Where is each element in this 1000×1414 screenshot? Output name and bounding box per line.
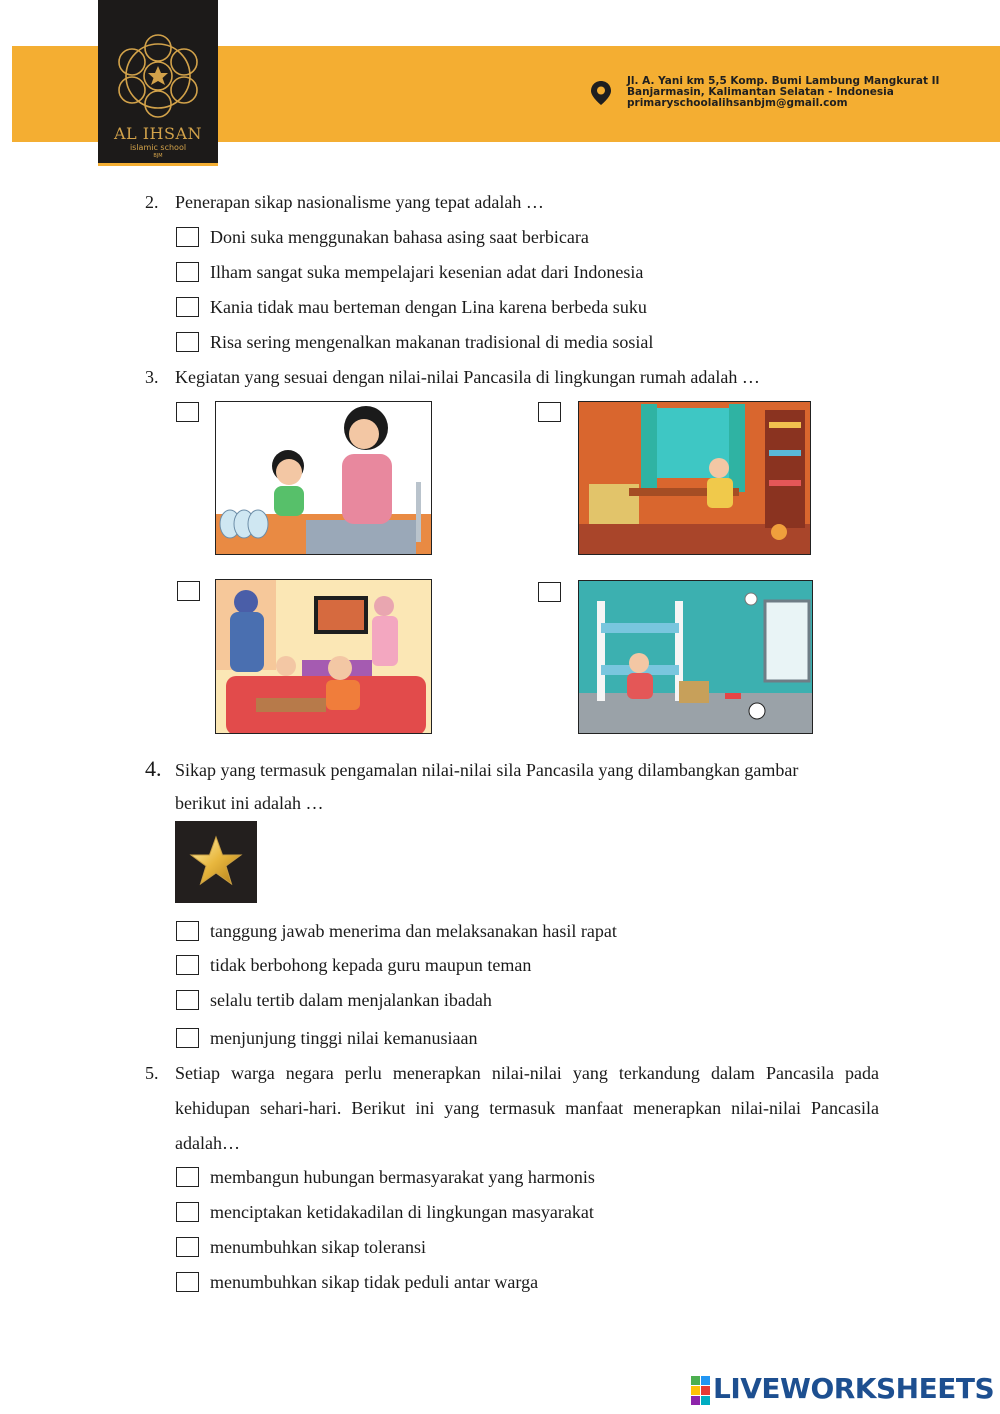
option-label: Doni suka menggunakan bahasa asing saat berbicara: [210, 227, 589, 247]
question-text: Penerapan sikap nasionalisme yang tepat adalah …: [175, 192, 544, 212]
question-number: 2.: [145, 192, 159, 212]
q3-checkbox-d[interactable]: [538, 582, 561, 602]
checkbox[interactable]: [176, 955, 199, 975]
option-label: tanggung jawab menerima dan melaksanakan hasil rapat: [210, 921, 617, 941]
checkbox[interactable]: [176, 297, 199, 317]
question-number: 3.: [145, 367, 159, 387]
question-4: [145, 752, 885, 787]
q4-option-c[interactable]: [176, 987, 492, 1013]
option-label: menumbuhkan sikap tidak peduli antar warga: [210, 1272, 539, 1292]
question-2: [145, 185, 544, 219]
q2-option-c[interactable]: [176, 294, 647, 320]
q3-checkbox-a[interactable]: [176, 402, 199, 422]
option-label: menciptakan ketidakadilan di lingkungan masyarakat: [210, 1202, 594, 1222]
q2-option-d[interactable]: [176, 329, 653, 355]
gold-star-icon: [175, 821, 257, 903]
address-line-1: Jl. A. Yani km 5,5 Komp. Bumi Lambung Mangkurat II: [627, 75, 940, 87]
q5-option-c[interactable]: [176, 1234, 426, 1260]
q4-option-a[interactable]: [176, 918, 617, 944]
q3-checkbox-c[interactable]: [177, 581, 200, 601]
option-label: selalu tertib dalam menjalankan ibadah: [210, 990, 492, 1010]
kitchen-dishwashing-image: [215, 401, 432, 555]
q3-checkbox-b[interactable]: [538, 402, 561, 422]
pancasila-symbol: [175, 821, 257, 903]
q5-option-a[interactable]: [176, 1164, 595, 1190]
school-logo: [98, 0, 218, 166]
checkbox[interactable]: [176, 1167, 199, 1187]
question-text: Kegiatan yang sesuai dengan nilai-nilai Pancasila di lingkungan rumah adalah …: [175, 367, 760, 387]
question-text-line-1: Sikap yang termasuk pengamalan nilai-nilai sila Pancasila yang dilambangkan gambar: [175, 760, 799, 780]
q5-option-b[interactable]: [176, 1199, 594, 1225]
option-label: menumbuhkan sikap toleransi: [210, 1237, 426, 1257]
question-5-number: [145, 1056, 175, 1091]
checkbox[interactable]: [176, 1237, 199, 1257]
checkbox[interactable]: [176, 990, 199, 1010]
option-label: membangun hubungan bermasyarakat yang harmonis: [210, 1167, 595, 1187]
location-pin-icon: [590, 80, 612, 106]
checkbox[interactable]: [176, 227, 199, 247]
checkbox[interactable]: [176, 1028, 199, 1048]
question-3: [145, 360, 760, 394]
logo-ornament-icon: [106, 30, 210, 122]
checkbox[interactable]: [176, 1272, 199, 1292]
school-email: primaryschoolalihsanbjm@gmail.com: [627, 97, 848, 109]
checkbox[interactable]: [176, 1202, 199, 1222]
option-label: tidak berbohong kepada guru maupun teman: [210, 955, 532, 975]
question-number: 5.: [145, 1063, 159, 1083]
option-label: Risa sering mengenalkan makanan tradisional di media sosial: [210, 332, 654, 352]
question-5-text: Setiap warga negara perlu menerapkan nilai-nilai yang terkandung dalam Pancasila pada kehidupan sehari-hari. Berikut ini yang termasuk manfaat menerapkan nilai-nilai Pancasila adalah…: [175, 1063, 879, 1153]
liveworksheets-logo-icon: [691, 1376, 711, 1406]
school-name: AL IHSAN: [113, 124, 203, 143]
checkbox[interactable]: [176, 921, 199, 941]
q4-option-b[interactable]: [176, 952, 531, 978]
school-address: [627, 76, 939, 109]
family-living-room-image: [215, 579, 432, 734]
bedroom-studying-image: [578, 401, 811, 555]
question-4-line-2: berikut ini adalah …: [175, 793, 324, 813]
q5-option-d[interactable]: [176, 1269, 538, 1295]
option-label: Ilham sangat suka mempelajari kesenian adat dari Indonesia: [210, 262, 644, 282]
option-label: Kania tidak mau berteman dengan Lina karena berbeda suku: [210, 297, 647, 317]
q4-option-d[interactable]: [176, 1025, 477, 1051]
checkbox[interactable]: [176, 332, 199, 352]
liveworksheets-brand: LIVEWORKSHEETS: [713, 1372, 995, 1405]
school-city: BJM: [153, 153, 163, 159]
q2-option-a[interactable]: [176, 224, 589, 250]
q2-option-b[interactable]: [176, 259, 643, 285]
checkbox[interactable]: [176, 262, 199, 282]
option-label: menjunjung tinggi nilai kemanusiaan: [210, 1028, 478, 1048]
school-subtitle: islamic school: [129, 143, 187, 152]
address-line-2: Banjarmasin, Kalimantan Selatan - Indonesia: [627, 86, 894, 98]
question-number: 4.: [145, 756, 162, 781]
messy-room-image: [578, 580, 813, 734]
